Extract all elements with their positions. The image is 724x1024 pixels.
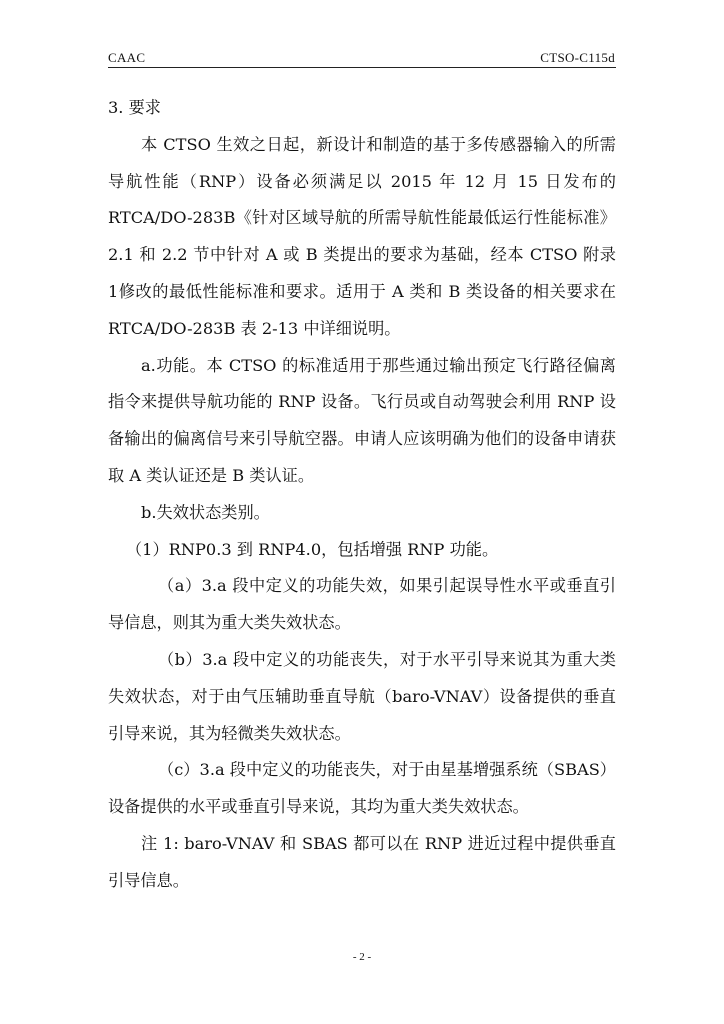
paragraph-rnp-range: （1）RNP0.3 到 RNP4.0，包括增强 RNP 功能。 — [126, 539, 499, 559]
paragraph-intro: 本 CTSO 生效之日起，新设计和制造的基于多传感器输入的所需导航性能（RNP）设备必须满足以 2015 年 12 月 15 日发布的RTCA/DO-283B《针对区域导航的所需导航性能最低运行性能标准》2.1 和 2.2 节中针对 A 或 B 类提出的要求为基础，经本 CTSO 附录 1修改的最低性能标准和要求。适用于 A 类和 B 类设备的相关要求在RTCA/DO-283B 表 2-13 中详细说明。 — [108, 134, 616, 338]
header-org: CAAC — [108, 50, 146, 65]
section-title: 3. 要求 — [108, 98, 161, 117]
paragraph-item-c: （c）3.a 段中定义的功能丧失，对于由星基增强系统（SBAS）设备提供的水平或垂直引导来说，其均为重大类失效状态。 — [108, 760, 616, 817]
paragraph-item-b: （b）3.a 段中定义的功能丧失，对于水平引导来说其为重大类失效状态，对于由气压辅助垂直导航（baro-VNAV）设备提供的垂直引导来说，其为轻微类失效状态。 — [108, 649, 616, 743]
paragraph-note-1: 注 1: baro-VNAV 和 SBAS 都可以在 RNP 进近过程中提供垂直引导信息。 — [108, 833, 616, 890]
header-divider — [108, 67, 616, 68]
page-number: - 2 - — [352, 951, 372, 963]
paragraph-failure-categories: b.失效状态类别。 — [141, 502, 270, 522]
paragraph-function: a.功能。本 CTSO 的标准适用于那些通过输出预定飞行路径偏离指令来提供导航功能的 RNP 设备。飞行员或自动驾驶会利用 RNP 设备输出的偏离信号来引导航空器。申请人应该明确为他们的设备申请获取 A 类认证还是 B 类认证。 — [108, 355, 616, 485]
header-doc-id: CTSO-C115d — [540, 50, 615, 65]
paragraph-item-a: （a）3.a 段中定义的功能失效，如果引起误导性水平或垂直引导信息，则其为重大类失效状态。 — [108, 576, 616, 633]
document-body — [108, 90, 616, 900]
